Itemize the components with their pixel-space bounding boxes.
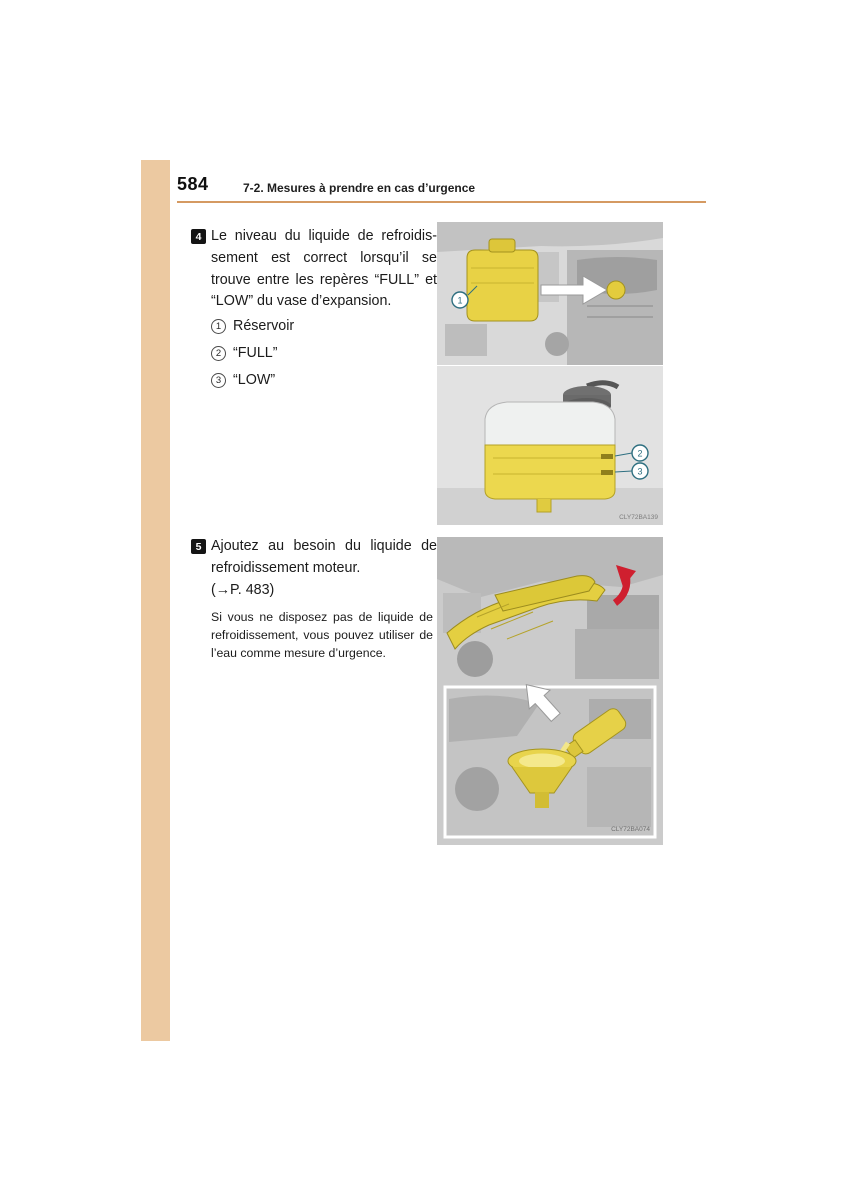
callout-number: 1 <box>457 295 463 306</box>
step-4-callout-list <box>211 316 294 397</box>
figure-code: CLY72BA074 <box>611 826 650 833</box>
figure-coolant-reservoir <box>437 222 663 525</box>
sidebar-accent-bar <box>141 160 170 1041</box>
figure-code: CLY72BA139 <box>619 514 658 521</box>
circled-number-icon: 1 <box>211 319 226 334</box>
list-item <box>211 370 294 390</box>
list-item <box>211 343 294 363</box>
reservoir-closeup-illustration <box>437 366 663 525</box>
page-number: 584 <box>177 174 209 194</box>
circled-number-icon: 2 <box>211 346 226 361</box>
step-5-marker: 5 <box>191 539 206 554</box>
engine-bay-coolant-fill-photo <box>437 537 663 845</box>
step-5-text: Ajoutez au besoin du liquide de refroidissement moteur. <box>211 538 437 576</box>
figure-adding-coolant <box>437 537 663 845</box>
step-4-marker: 4 <box>191 229 206 244</box>
page-reference: (→P. 483) <box>211 582 275 598</box>
callout-number: 2 <box>637 448 643 459</box>
step-5-note: Si vous ne disposez pas de liquide de refroidissement, vous pouvez utiliser de l’eau comme mesure d’urgence. <box>211 610 433 660</box>
callout-label: “LOW” <box>233 372 276 388</box>
engine-bay-photo <box>437 222 663 365</box>
callout-label: Réservoir <box>233 318 295 334</box>
list-item <box>211 316 294 336</box>
chapter-header: 7-2. Mesures à prendre en cas d’urgence <box>243 181 476 195</box>
callout-label: “FULL” <box>233 345 278 361</box>
circled-number-icon: 3 <box>211 373 226 388</box>
header-rule <box>177 201 706 203</box>
step-4-text: Le niveau du liquide de refroidissement est correct lorsqu’il se trouve entre les repères “FULL” et “LOW” du vase d’expansion. <box>211 228 437 310</box>
callout-number: 3 <box>637 466 643 477</box>
